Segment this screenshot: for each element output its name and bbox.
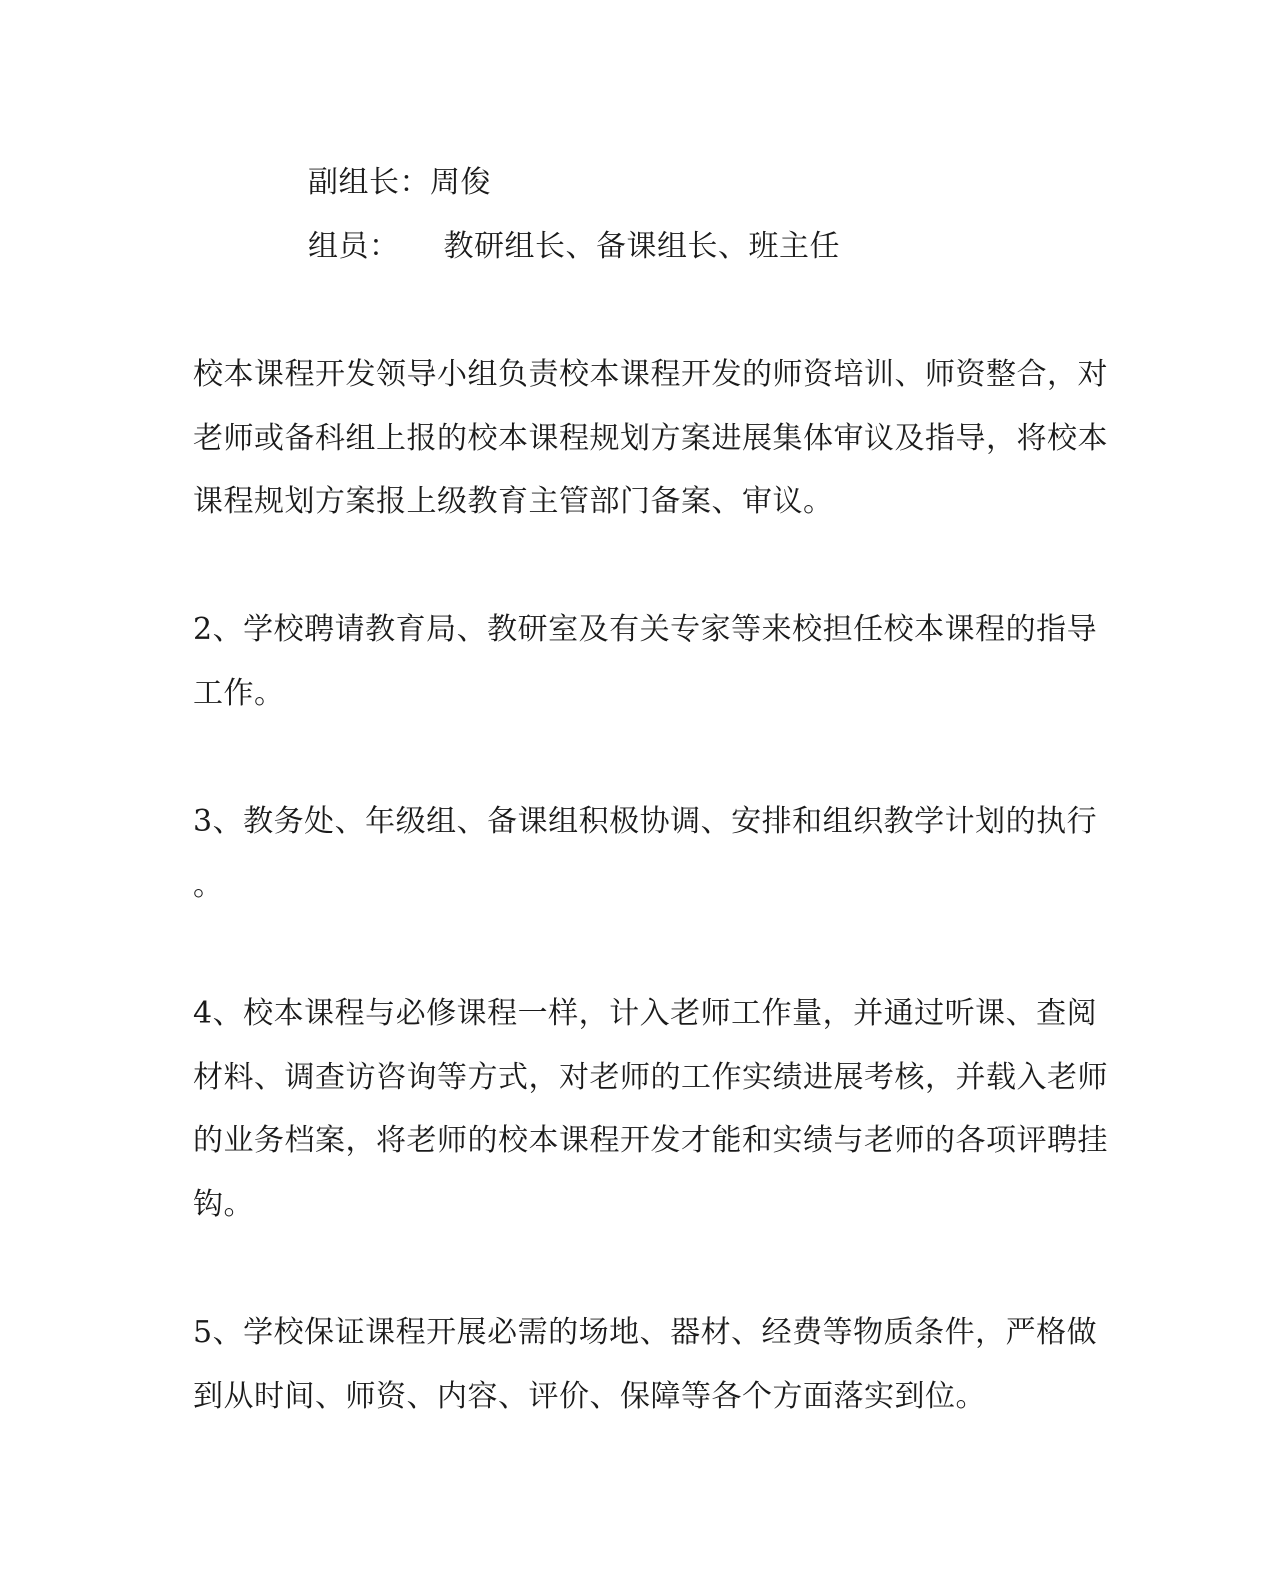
paragraph-5-line-1: 5、学校保证课程开展必需的场地、器材、经费等物质条件，严格做 — [193, 1315, 1098, 1350]
paragraph-5-line-2: 到从时间、师资、内容、评价、保障等各个方面落实到位。 — [193, 1379, 986, 1414]
deputy-leader-line — [308, 165, 491, 201]
paragraph-4-line-2: 材料、调查访咨询等方式，对老师的工作实绩进展考核，并载入老师 — [193, 1060, 1108, 1095]
paragraph-1-line-1: 校本课程开发领导小组负责校本课程开发的师资培训、师资整合，对 — [193, 357, 1108, 392]
paragraph-1-line-3: 课程规划方案报上级教育主管部门备案、审议。 — [193, 484, 834, 519]
paragraph-3-line-2: 。 — [193, 868, 224, 903]
members-line — [308, 229, 840, 265]
paragraph-4-line-4: 钩。 — [193, 1187, 254, 1222]
deputy-leader-text: 副组长：周俊 — [308, 165, 491, 200]
paragraph-4-line-1: 4、校本课程与必修课程一样，计入老师工作量，并通过听课、查阅 — [193, 996, 1098, 1031]
paragraph-2-line-2: 工作。 — [193, 676, 285, 711]
members-label: 组员： — [308, 229, 400, 264]
members-value: 教研组长、备课组长、班主任 — [443, 229, 840, 264]
paragraph-3-line-1: 3、教务处、年级组、备课组积极协调、安排和组织教学计划的执行 — [193, 804, 1098, 839]
paragraph-1-line-2: 老师或备科组上报的校本课程规划方案进展集体审议及指导，将校本 — [193, 421, 1108, 456]
paragraph-2-line-1: 2、学校聘请教育局、教研室及有关专家等来校担任校本课程的指导 — [193, 612, 1098, 647]
paragraph-4-line-3: 的业务档案，将老师的校本课程开发才能和实绩与老师的各项评聘挂 — [193, 1123, 1108, 1158]
